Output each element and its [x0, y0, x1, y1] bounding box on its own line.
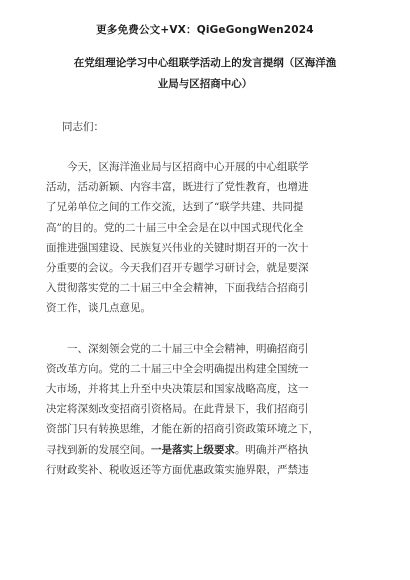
paragraph-2-line: 寻找到新的发展空间。 — [46, 443, 151, 456]
paragraph-1-line: 入贯彻落实党的二十届三中全会精神，下面我结合招商引 — [46, 282, 309, 295]
paragraph-2-line: 资改革方向。党的二十届三中全会明确提出构建全国统一 — [46, 362, 309, 375]
watermark-header: 更多免费公文+VX：QiGeGongWen2024 — [96, 24, 314, 36]
paragraph-2-line: 。明确并严格执 — [235, 443, 309, 456]
paragraph-2-line: 一、深刻领会党的二十届三中全会精神，明确招商引 — [67, 342, 309, 355]
paragraph-1-line: 今天，区海洋渔业局与区招商中心开展的中心组联学 — [67, 161, 309, 173]
paragraph-1 — [46, 157, 364, 319]
paragraph-1-line: 面推进强国建设、民族复兴伟业的关键时期召开的一次十 — [46, 241, 309, 254]
paragraph-2 — [46, 339, 364, 480]
paragraph-2-line: 资部门只有转换思维，才能在新的招商引资政策环境之下， — [46, 423, 319, 436]
salutation: 同志们： — [62, 121, 104, 133]
paragraph-1-line: 活动，活动新颖、内容丰富，既进行了党性教育，也增进 — [46, 181, 309, 194]
paragraph-1-line: 了兄弟单位之间的工作交流，达到了“联学共建、共同提 — [46, 201, 304, 214]
paragraph-1-line: 高”的目的。党的二十届三中全会是在以中国式现代化全 — [46, 221, 304, 234]
paragraph-1-line: 分重要的会议。今天我们召开专题学习研讨会，就是要深 — [46, 262, 309, 275]
paragraph-2-line: 行财政奖补、税收返还等方面优惠政策实施界限，严禁违 — [46, 463, 309, 476]
emphasis-text: 一是落实上级要求 — [151, 443, 235, 456]
title-line-2: 业局与区招商中心） — [157, 78, 253, 90]
paragraph-2-line: 决定将深刻改变招商引资格局。在此背景下，我们招商引 — [46, 403, 309, 416]
paragraph-1-line: 资工作，谈几点意见。 — [46, 302, 151, 315]
title-line-1: 在党组理论学习中心组联学活动上的发言提纲（区海洋渔 — [73, 57, 337, 69]
paragraph-2-line: 大市场，并将其上升至中央决策层和国家战略高度，这一 — [46, 383, 309, 396]
paragraph-2-line-mixed — [46, 440, 364, 460]
document-title — [42, 53, 368, 95]
